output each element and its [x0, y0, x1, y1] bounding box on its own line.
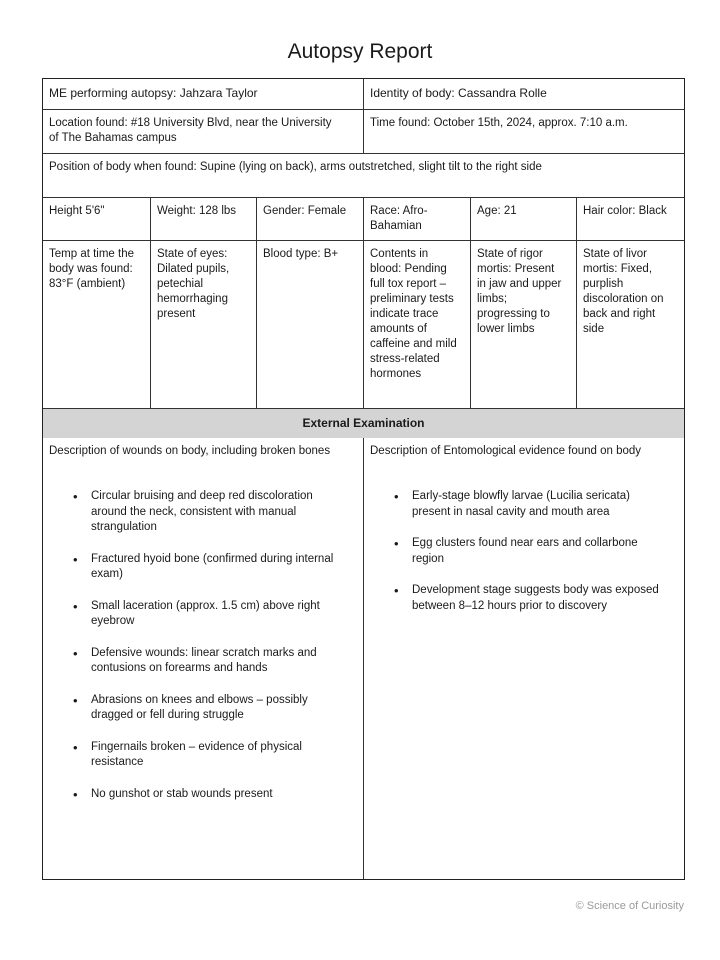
blood-type-field: Blood type: B+: [263, 248, 339, 260]
rigor-mortis-field: State of rigor mortis: Present in jaw and upper limbs; progressing to lower limbs: [477, 248, 562, 335]
state-of-eyes-field: State of eyes: Dilated pupils, petechial hemorrhaging present: [157, 248, 230, 320]
column-divider: [363, 437, 364, 879]
list-item: • Circular bruising and deep red discoloration around the neck, consistent with manual strangulation: [69, 489, 349, 536]
contents-in-blood-field: Contents in blood: Pending full tox report – preliminary tests indicate trace amounts of caffeine and mild stress-related hormones: [370, 248, 457, 380]
list-item: • Early-stage blowfly larvae (Lucilia sericata) present in nasal cavity and mouth area: [390, 489, 660, 520]
list-item: • Abrasions on knees and elbows – possibly dragged or fell during struggle: [69, 693, 349, 724]
identity-of-body: Identity of body: Cassandra Rolle: [370, 86, 547, 100]
list-item: • No gunshot or stab wounds present: [69, 787, 349, 803]
height-field: Height 5'6": [49, 205, 105, 217]
weight-field: Weight: 128 lbs: [157, 205, 237, 217]
list-item: • Small laceration (approx. 1.5 cm) above right eyebrow: [69, 599, 349, 630]
entomology-heading: Description of Entomological evidence found on body: [370, 445, 642, 457]
hair-color-field: Hair color: Black: [583, 205, 667, 217]
copyright-footer: © Science of Curiosity: [575, 900, 684, 912]
livor-mortis-field: State of livor mortis: Fixed, purplish discoloration on back and right side: [583, 248, 664, 335]
list-item: • Fractured hyoid bone (confirmed during internal exam): [69, 552, 349, 583]
list-item: • Defensive wounds: linear scratch marks and contusions on forearms and hands: [69, 646, 349, 677]
autopsy-report-table: [42, 78, 685, 880]
list-item: • Development stage suggests body was exposed between 8–12 hours prior to discovery: [390, 583, 660, 614]
location-found: Location found: #18 University Blvd, near the University of The Bahamas campus: [49, 117, 332, 144]
gender-field: Gender: Female: [263, 205, 347, 217]
age-field: Age: 21: [477, 205, 517, 217]
section-header-external-examination: External Examination: [43, 409, 684, 438]
list-item: • Egg clusters found near ears and collarbone region: [390, 536, 660, 567]
wounds-list: [69, 489, 349, 818]
list-item: • Fingernails broken – evidence of physical resistance: [69, 740, 349, 771]
wounds-heading: Description of wounds on body, including broken bones: [49, 445, 331, 457]
column-divider: [256, 197, 257, 408]
position-of-body: Position of body when found: Supine (lying on back), arms outstretched, slight tilt to the right side: [49, 161, 542, 173]
entomology-list: [390, 489, 660, 630]
time-found: Time found: October 15th, 2024, approx. 7:10 a.m.: [370, 117, 628, 129]
page-title: Autopsy Report: [287, 40, 433, 63]
me-performing-autopsy: ME performing autopsy: Jahzara Taylor: [49, 86, 258, 100]
race-field: Race: Afro-Bahamian: [370, 205, 428, 232]
temp-field: Temp at time the body was found: 83°F (ambient): [49, 248, 135, 290]
